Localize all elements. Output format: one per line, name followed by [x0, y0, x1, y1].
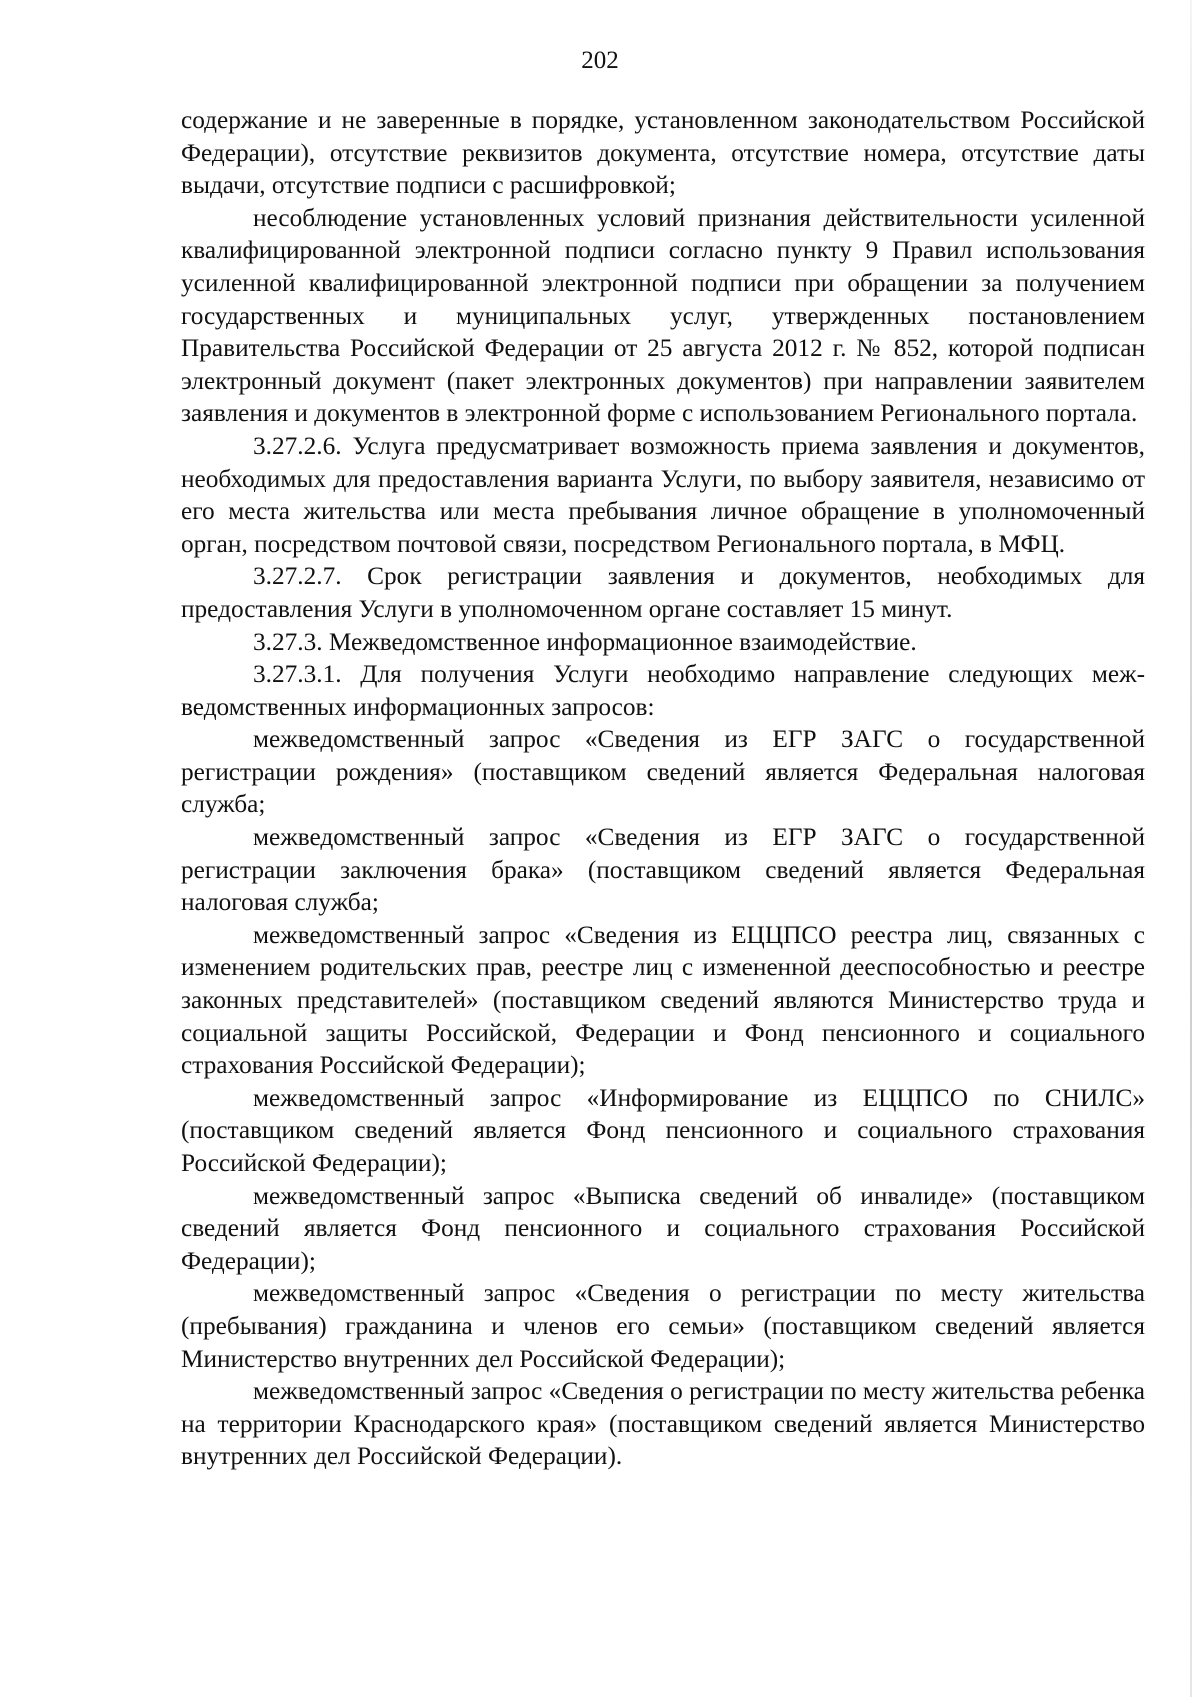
- paragraph-3-27-2-6: 3.27.2.6. Услуга предусматривает возможность приема заявления и документов, необходимых для предоставления варианта Услуги, по выбору заявителя, независимо от его места жительства или места пребывания личное обращение в уполномоченный орган, посредством почтовой связи, посредством Регионального портала, в МФЦ.: [181, 431, 1145, 558]
- request-item-disability-extract: межведомственный запрос «Выписка сведений об инвалиде» (поставщиком сведений является Фонд пенсионного и социального страхования Российской Федерации);: [181, 1181, 1145, 1275]
- page-number: 202: [581, 47, 619, 74]
- request-item-marriage-registration: межведомственный запрос «Сведения из ЕГР ЗАГС о государственной регистрации заключения брака» (поставщиком сведений является Федеральная налоговая служба;: [181, 823, 1145, 917]
- request-item-child-residence: межведомственный запрос «Сведения о регистрации по месту жительства ребенка на территории Краснодарского края» (поставщиком сведений является Министерство внутренних дел Российской Федерации).: [181, 1377, 1145, 1471]
- request-item-family-residence: межведомственный запрос «Сведения о регистрации по месту жительства (пребывания) гражданина и членов его семьи» (поставщиком сведений является Министерство внутренних дел Российской Федерации);: [181, 1279, 1145, 1373]
- paragraph-3-27-3-1: 3.27.3.1. Для получения Услуги необходимо направление следующих межведомственных информационных запросов:: [181, 660, 1145, 721]
- document-body: [181, 104, 1145, 1473]
- paragraph-signature-validity: несоблюдение установленных условий признания действительности усиленной квалифицированной электронной подписи согласно пункту 9 Правил использования усиленной квалифицированной электронной подписи при обращении за получением государственных и муниципальных услуг, утвержденных постановлением Правительства Российской Федерации от 25 августа 2012 г. № 852, которой подписан электронный документ (пакет электронных документов) при направлении заявителем заявления и документов в электронной форме с использованием Регионального портала.: [181, 203, 1145, 428]
- request-item-snils: межведомственный запрос «Информирование из ЕЦЦПСО по СНИЛС» (поставщиком сведений является Фонд пенсионного и социального страхования Российской Федерации);: [181, 1083, 1145, 1177]
- paragraph-3-27-2-7: 3.27.2.7. Срок регистрации заявления и документов, необходимых для предоставления Услуги в уполномоченном органе составляет 15 минут.: [181, 562, 1145, 623]
- request-item-parental-rights-registry: межведомственный запрос «Сведения из ЕЦЦПСО реестра лиц, связанных с изменением родительских прав, реестре лиц с измененной дееспособностью и реестре законных представителей» (поставщиком сведений являются Министерство труда и социальной защиты Российской, Федерации и Фонд пенсионного и социального страхования Российской Федерации);: [181, 920, 1145, 1080]
- scan-edge-shadow: [1190, 0, 1192, 1697]
- paragraph-continuation: содержание и не заверенные в порядке, установленном законодательством Российской Федерации), отсутствие реквизитов документа, отсутствие номера, отсутствие даты выдачи, отсутствие подписи с расшифровкой;: [181, 106, 1145, 200]
- request-item-birth-registration: межведомственный запрос «Сведения из ЕГР ЗАГС о государственной регистрации рождения» (поставщиком сведений является Федеральная налоговая служба;: [181, 725, 1145, 819]
- section-heading-3-27-3: 3.27.3. Межведомственное информационное взаимодействие.: [253, 627, 917, 656]
